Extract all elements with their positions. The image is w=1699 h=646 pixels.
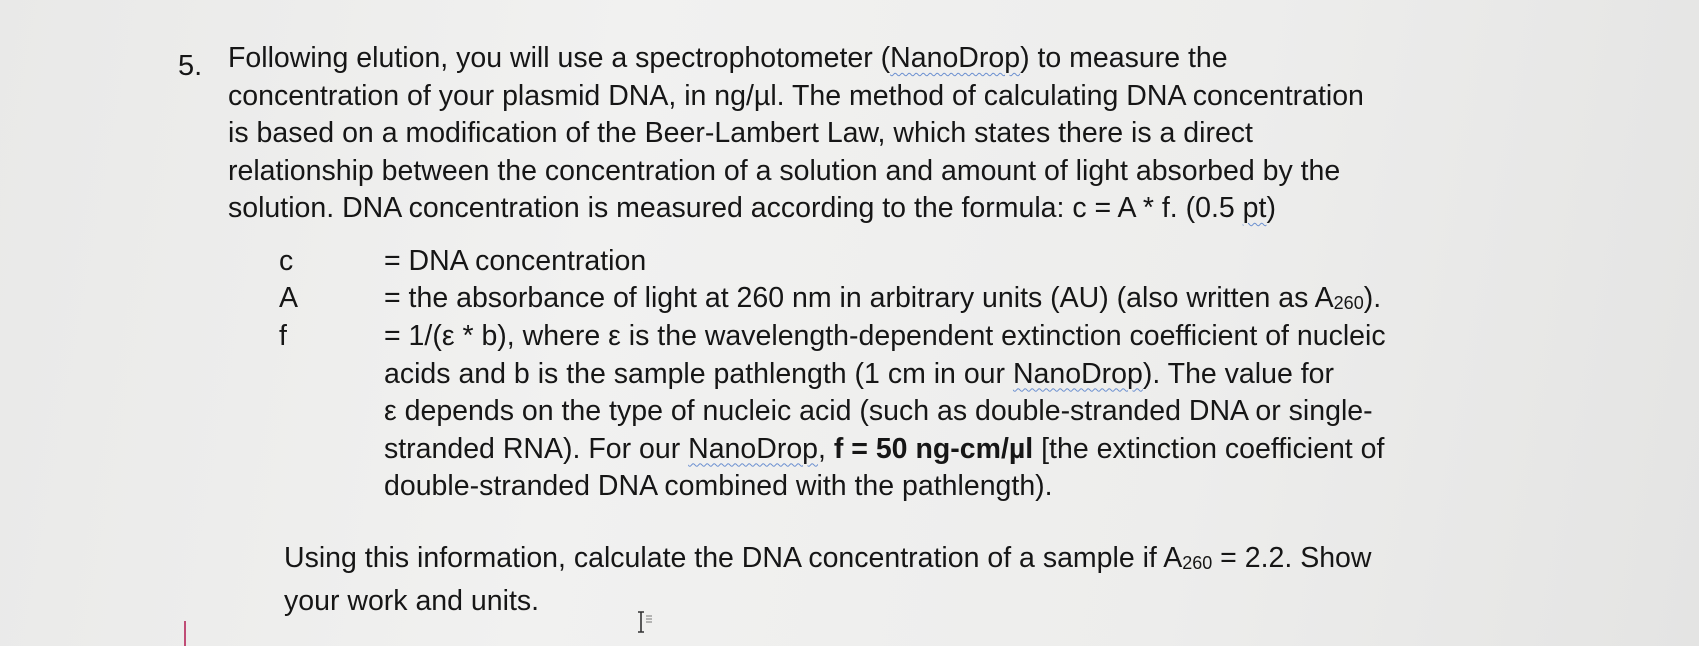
def-f-line-2 xyxy=(384,356,1674,394)
question-number: 5. xyxy=(178,50,203,82)
def-text-f xyxy=(384,318,1674,506)
question-line-5-tail: ) xyxy=(1266,192,1276,224)
text-cursor-icon xyxy=(636,610,654,636)
def-f-l4-pre: stranded RNA). For our xyxy=(384,432,689,465)
def-f-line-5: double-stranded DNA combined with the pathlength). xyxy=(384,470,1053,502)
spellcheck-word: NanoDrop xyxy=(688,432,819,465)
def-a-sub: 260 xyxy=(1333,293,1364,313)
prompt-line-2: your work and units. xyxy=(284,584,540,617)
def-f-l2-pre: acids and b is the sample pathlength (1 cm in our xyxy=(384,357,1013,390)
question-line-5-text: solution. DNA concentration is measured according to the formula: c = A * f. (0.5 xyxy=(228,192,1243,224)
def-var-c: c xyxy=(279,245,294,277)
def-f-l2-post: ). The value for xyxy=(1142,357,1334,390)
prompt-l1-pre: Using this information, calculate the DNA concentration of a sample if A xyxy=(284,542,1183,574)
question-paragraph xyxy=(228,40,1628,228)
def-f-line-1: = 1/(ε * b), where ε is the wavelength-dependent extinction coefficient of nucleic xyxy=(384,320,1386,352)
def-f-l4-post: [the extinction coefficient of xyxy=(1033,432,1385,465)
question-line-4: relationship between the concentration of a solution and amount of light absorbed by the xyxy=(228,154,1341,187)
def-text-a xyxy=(384,280,1674,323)
def-var-a: A xyxy=(279,282,299,314)
question-line-3: is based on a modification of the Beer-Lambert Law, which states there is a direct xyxy=(228,117,1253,149)
prompt-l1-post: = 2.2. Show xyxy=(1212,542,1372,574)
def-f-line-4 xyxy=(384,431,1674,469)
spellcheck-word: NanoDrop xyxy=(1012,357,1143,390)
prompt-l1-sub: 260 xyxy=(1182,553,1213,573)
def-a-post: ). xyxy=(1363,282,1382,314)
question-line-2: concentration of your plasmid DNA, in ng/µl. The method of calculating DNA concentration xyxy=(228,79,1364,112)
def-var-f: f xyxy=(279,320,287,352)
prompt-line-1 xyxy=(284,540,1372,583)
question-line-5 xyxy=(228,190,1628,228)
def-a-pre: = the absorbance of light at 260 nm in arbitrary units (AU) (also written as A xyxy=(384,282,1334,314)
question-line-1 xyxy=(228,40,1628,78)
spellcheck-word: NanoDrop xyxy=(890,42,1021,74)
def-text-c xyxy=(384,243,1674,281)
question-line-1-text: Following elution, you will use a spectrophotometer ( xyxy=(228,42,891,74)
def-a-line xyxy=(384,280,1674,323)
def-c-line: = DNA concentration xyxy=(384,245,647,277)
margin-mark xyxy=(184,621,186,646)
def-f-l4-mid: , xyxy=(818,432,834,465)
spellcheck-word: pt xyxy=(1242,192,1267,224)
def-f-line-3: ε depends on the type of nucleic acid (such as double-stranded DNA or single- xyxy=(384,395,1373,427)
calculation-prompt xyxy=(284,540,1372,620)
def-f-l4-bold: f = 50 ng-cm/µl xyxy=(833,432,1034,465)
question-line-1-tail: ) to measure the xyxy=(1020,42,1228,74)
